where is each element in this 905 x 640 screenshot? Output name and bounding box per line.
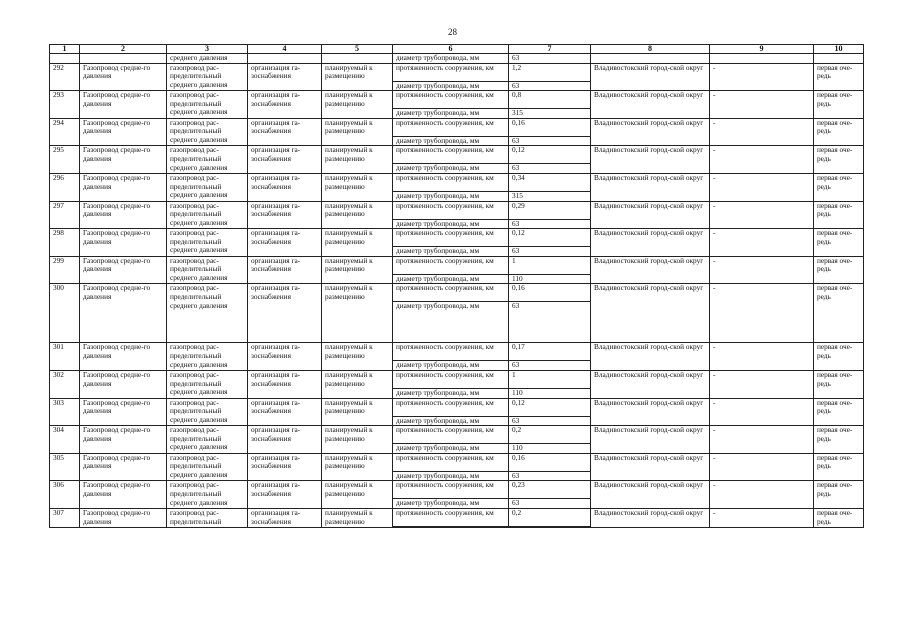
cell-number: 302 bbox=[50, 370, 80, 398]
table-row bbox=[50, 201, 864, 219]
cell-location: Владивостокский город-ской округ bbox=[591, 63, 710, 91]
cell-col9: - bbox=[710, 426, 814, 454]
cell-type: газопровод рас-пределительный среднего давления bbox=[167, 118, 248, 146]
cell-stage: первая оче-редь bbox=[814, 370, 864, 398]
cell-owner: организация га-зоснабжения bbox=[248, 481, 322, 509]
cell-col9: - bbox=[710, 118, 814, 146]
cell-value: 63 bbox=[509, 81, 591, 91]
cell-owner: организация га-зоснабжения bbox=[248, 370, 322, 398]
cell-number: 293 bbox=[50, 91, 80, 119]
cell-parameter: протяженность сооружения, км bbox=[393, 343, 509, 361]
cell-parameter: диаметр трубопровода, мм bbox=[393, 219, 509, 229]
column-header: 7 bbox=[509, 45, 591, 54]
cell-status: планируемый к размещению bbox=[322, 229, 393, 257]
cell-stage: первая оче-редь bbox=[814, 453, 864, 481]
cell-location: Владивостокский город-ской округ bbox=[591, 91, 710, 119]
cell-stage: первая оче-редь bbox=[814, 91, 864, 119]
cell-type: газопровод рас-пределительный среднего давления bbox=[167, 343, 248, 371]
table-row bbox=[50, 343, 864, 361]
cell-value: 0,16 bbox=[509, 118, 591, 136]
cell-parameter: диаметр трубопровода, мм bbox=[393, 471, 509, 481]
table-row bbox=[50, 426, 864, 444]
cell-owner: организация га-зоснабжения bbox=[248, 201, 322, 229]
cell-col9: - bbox=[710, 398, 814, 426]
cell-name: Газопровод средне-го давления bbox=[80, 343, 167, 371]
cell-name: Газопровод средне-го давления bbox=[80, 426, 167, 454]
cell-parameter: протяженность сооружения, км bbox=[393, 173, 509, 191]
cell-location: Владивостокский город-ской округ bbox=[591, 398, 710, 426]
table-row bbox=[50, 481, 864, 499]
cell-col9: - bbox=[710, 173, 814, 201]
cell-value: 0,2 bbox=[509, 426, 591, 444]
cell-parameter: протяженность сооружения, км bbox=[393, 229, 509, 247]
cell-value: 0,29 bbox=[509, 201, 591, 219]
cell-parameter: диаметр трубопровода, мм bbox=[393, 191, 509, 201]
cell-col9: - bbox=[710, 229, 814, 257]
cell-type: газопровод рас-пределительный среднего давления bbox=[167, 146, 248, 174]
cell-type: газопровод рас-пределительный bbox=[167, 508, 248, 527]
cell-owner: организация га-зоснабжения bbox=[248, 173, 322, 201]
cell-owner: организация га-зоснабжения bbox=[248, 91, 322, 119]
cell-value: 1,2 bbox=[509, 63, 591, 81]
cell-value: 0,34 bbox=[509, 173, 591, 191]
cell-parameter: протяженность сооружения, км bbox=[393, 63, 509, 81]
cell-name: Газопровод средне-го давления bbox=[80, 63, 167, 91]
cell-owner: организация га-зоснабжения bbox=[248, 453, 322, 481]
cell-number: 295 bbox=[50, 146, 80, 174]
cell-location: Владивостокский город-ской округ bbox=[591, 426, 710, 454]
cell-value: 63 bbox=[509, 416, 591, 426]
register-table bbox=[49, 44, 864, 528]
table-row bbox=[50, 146, 864, 164]
column-header: 5 bbox=[322, 45, 393, 54]
cell-owner: организация га-зоснабжения bbox=[248, 146, 322, 174]
cell-value: 315 bbox=[509, 109, 591, 119]
cell-parameter: диаметр трубопровода, мм bbox=[393, 109, 509, 119]
cell-stage: первая оче-редь bbox=[814, 229, 864, 257]
cell-owner: организация га-зоснабжения bbox=[248, 229, 322, 257]
table-row bbox=[50, 229, 864, 247]
cell-location: Владивостокский город-ской округ bbox=[591, 229, 710, 257]
cell-location: Владивостокский город-ской округ bbox=[591, 146, 710, 174]
cell-status: планируемый к размещению bbox=[322, 256, 393, 284]
cell-number: 306 bbox=[50, 481, 80, 509]
cell-type: газопровод рас-пределительный среднего давления bbox=[167, 481, 248, 509]
cell-value: 1 bbox=[509, 256, 591, 274]
table-row bbox=[50, 91, 864, 109]
cell-location: Владивостокский город-ской округ bbox=[591, 481, 710, 509]
column-header: 6 bbox=[393, 45, 509, 54]
cell-stage: первая оче-редь bbox=[814, 481, 864, 509]
cell-type: газопровод рас-пределительный среднего давления bbox=[167, 256, 248, 284]
cell-parameter: протяженность сооружения, км bbox=[393, 284, 509, 302]
cell-status: планируемый к размещению bbox=[322, 370, 393, 398]
cell-parameter: протяженность сооружения, км bbox=[393, 481, 509, 499]
cell-col9: - bbox=[710, 63, 814, 91]
cell-type: газопровод рас-пределительный среднего давления bbox=[167, 426, 248, 454]
cell-name: Газопровод средне-го давления bbox=[80, 146, 167, 174]
column-header: 3 bbox=[167, 45, 248, 54]
cell-parameter: диаметр трубопровода, мм bbox=[393, 81, 509, 91]
cell-type: газопровод рас-пределительный среднего давления bbox=[167, 398, 248, 426]
cell-type: газопровод рас-пределительный среднего давления bbox=[167, 284, 248, 343]
header-row bbox=[50, 45, 864, 54]
cell-name: Газопровод средне-го давления bbox=[80, 453, 167, 481]
cell-type: газопровод рас-пределительный среднего давления bbox=[167, 173, 248, 201]
cell-value: 0,8 bbox=[509, 91, 591, 109]
carry-over-row bbox=[50, 54, 864, 64]
cell-owner: организация га-зоснабжения bbox=[248, 63, 322, 91]
cell-parameter: протяженность сооружения, км bbox=[393, 508, 509, 526]
cell-value: 63 bbox=[509, 302, 591, 343]
cell-value: 63 bbox=[509, 136, 591, 146]
cell-stage: первая оче-редь bbox=[814, 63, 864, 91]
column-header: 2 bbox=[80, 45, 167, 54]
cell-status: планируемый к размещению bbox=[322, 343, 393, 371]
cell-parameter: диаметр трубопровода, мм bbox=[393, 247, 509, 257]
cell-status: планируемый к размещению bbox=[322, 63, 393, 91]
cell-status: планируемый к размещению bbox=[322, 201, 393, 229]
cell-name: Газопровод средне-го давления bbox=[80, 508, 167, 527]
cell-parameter: диаметр трубопровода, мм bbox=[393, 164, 509, 174]
cell-parameter: диаметр трубопровода, мм bbox=[393, 416, 509, 426]
cell-col9: - bbox=[710, 146, 814, 174]
table-row bbox=[50, 453, 864, 471]
cell-parameter: диаметр трубопровода, мм bbox=[393, 388, 509, 398]
column-header: 1 bbox=[50, 45, 80, 54]
cell-type: газопровод рас-пределительный среднего давления bbox=[167, 370, 248, 398]
cell-value: 63 bbox=[509, 499, 591, 509]
cell-col9: - bbox=[710, 256, 814, 284]
cell-status: планируемый к размещению bbox=[322, 481, 393, 509]
column-header: 9 bbox=[710, 45, 814, 54]
cell-type: газопровод рас-пределительный среднего давления bbox=[167, 453, 248, 481]
cell-stage: первая оче-редь bbox=[814, 118, 864, 146]
cell-parameter: протяженность сооружения, км bbox=[393, 398, 509, 416]
cell-number: 292 bbox=[50, 63, 80, 91]
cell-name: Газопровод средне-го давления bbox=[80, 118, 167, 146]
cell-status: планируемый к размещению bbox=[322, 453, 393, 481]
page-number: 28 bbox=[448, 27, 457, 37]
cell-stage: первая оче-редь bbox=[814, 201, 864, 229]
cell-number: 300 bbox=[50, 284, 80, 343]
cell-parameter: протяженность сооружения, км bbox=[393, 370, 509, 388]
cell-value: 110 bbox=[509, 388, 591, 398]
cell-value: 1 bbox=[509, 370, 591, 388]
cell-location: Владивостокский город-ской округ bbox=[591, 370, 710, 398]
cell-name: Газопровод средне-го давления bbox=[80, 256, 167, 284]
cell-col9: - bbox=[710, 481, 814, 509]
cell-type: газопровод рас-пределительный среднего давления bbox=[167, 229, 248, 257]
cell-value: 63 bbox=[509, 164, 591, 174]
cell-owner: организация га-зоснабжения bbox=[248, 508, 322, 527]
cell-value: 0,12 bbox=[509, 146, 591, 164]
column-header: 10 bbox=[814, 45, 864, 54]
cell-location: Владивостокский город-ской округ bbox=[591, 201, 710, 229]
cell-parameter bbox=[393, 526, 509, 527]
cell-parameter: диаметр трубопровода, мм bbox=[393, 444, 509, 454]
table-row bbox=[50, 118, 864, 136]
cell-value: 63 bbox=[509, 219, 591, 229]
cell-owner: организация га-зоснабжения bbox=[248, 426, 322, 454]
cell-location: Владивостокский город-ской округ bbox=[591, 256, 710, 284]
cell-value: 63 bbox=[509, 247, 591, 257]
cell-col9: - bbox=[710, 453, 814, 481]
cell-stage: первая оче-редь bbox=[814, 508, 864, 527]
table-row bbox=[50, 370, 864, 388]
cell-status: планируемый к размещению bbox=[322, 398, 393, 426]
cell-value: 315 bbox=[509, 191, 591, 201]
cell-location: Владивостокский город-ской округ bbox=[591, 343, 710, 371]
cell-status: планируемый к размещению bbox=[322, 508, 393, 527]
cell-name: Газопровод средне-го давления bbox=[80, 173, 167, 201]
cell-owner: организация га-зоснабжения bbox=[248, 118, 322, 146]
cell-location: Владивостокский город-ской округ bbox=[591, 118, 710, 146]
table-row bbox=[50, 508, 864, 526]
cell-parameter: диаметр трубопровода, мм bbox=[393, 361, 509, 371]
cell-owner: организация га-зоснабжения bbox=[248, 284, 322, 343]
cell-number: 298 bbox=[50, 229, 80, 257]
cell-owner: организация га-зоснабжения bbox=[248, 343, 322, 371]
cell-name: Газопровод средне-го давления bbox=[80, 398, 167, 426]
cell-name: Газопровод средне-го давления bbox=[80, 284, 167, 343]
cell-number: 294 bbox=[50, 118, 80, 146]
cell-parameter: диаметр трубопровода, мм bbox=[393, 499, 509, 509]
cell-location: Владивостокский город-ской округ bbox=[591, 453, 710, 481]
cell-status: планируемый к размещению bbox=[322, 284, 393, 343]
cell-parameter: протяженность сооружения, км bbox=[393, 426, 509, 444]
cell-type: газопровод рас-пределительный среднего давления bbox=[167, 63, 248, 91]
cell-value: 0,12 bbox=[509, 229, 591, 247]
cell-stage: первая оче-редь bbox=[814, 398, 864, 426]
cell-value: 63 bbox=[509, 54, 591, 64]
cell-type: газопровод рас-пределительный среднего давления bbox=[167, 201, 248, 229]
cell-status: планируемый к размещению bbox=[322, 173, 393, 201]
cell-value: 0,2 bbox=[509, 508, 591, 526]
cell-value: 0,17 bbox=[509, 343, 591, 361]
cell-number: 307 bbox=[50, 508, 80, 527]
cell-col9: - bbox=[710, 370, 814, 398]
cell-parameter: протяженность сооружения, км bbox=[393, 146, 509, 164]
cell-parameter: протяженность сооружения, км bbox=[393, 118, 509, 136]
cell-status: планируемый к размещению bbox=[322, 118, 393, 146]
cell-col9: - bbox=[710, 284, 814, 343]
cell-status: планируемый к размещению bbox=[322, 91, 393, 119]
cell-stage: первая оче-редь bbox=[814, 343, 864, 371]
cell-stage: первая оче-редь bbox=[814, 284, 864, 343]
table-row bbox=[50, 256, 864, 274]
cell-number: 305 bbox=[50, 453, 80, 481]
cell-value: 110 bbox=[509, 444, 591, 454]
cell-value: 110 bbox=[509, 274, 591, 284]
cell-name: Газопровод средне-го давления bbox=[80, 201, 167, 229]
cell-parameter: протяженность сооружения, км bbox=[393, 201, 509, 219]
cell-location: Владивостокский город-ской округ bbox=[591, 284, 710, 343]
cell-parameter: диаметр трубопровода, мм bbox=[393, 274, 509, 284]
cell-value: 0,16 bbox=[509, 453, 591, 471]
cell-name: Газопровод средне-го давления bbox=[80, 370, 167, 398]
cell-type: среднего давления bbox=[167, 54, 248, 64]
cell-number: 296 bbox=[50, 173, 80, 201]
cell-value: 0,23 bbox=[509, 481, 591, 499]
cell-number: 304 bbox=[50, 426, 80, 454]
column-header: 4 bbox=[248, 45, 322, 54]
cell-status: планируемый к размещению bbox=[322, 146, 393, 174]
cell-number: 297 bbox=[50, 201, 80, 229]
cell-value: 0,12 bbox=[509, 398, 591, 416]
cell-owner: организация га-зоснабжения bbox=[248, 256, 322, 284]
cell-number: 299 bbox=[50, 256, 80, 284]
cell-name: Газопровод средне-го давления bbox=[80, 481, 167, 509]
cell-name: Газопровод средне-го давления bbox=[80, 91, 167, 119]
cell-parameter: диаметр трубопровода, мм bbox=[393, 136, 509, 146]
cell-status: планируемый к размещению bbox=[322, 426, 393, 454]
cell-location: Владивостокский город-ской округ bbox=[591, 173, 710, 201]
cell-parameter: протяженность сооружения, км bbox=[393, 256, 509, 274]
cell-stage: первая оче-редь bbox=[814, 146, 864, 174]
column-header: 8 bbox=[591, 45, 710, 54]
cell-col9: - bbox=[710, 91, 814, 119]
cell-stage: первая оче-редь bbox=[814, 426, 864, 454]
cell-col9: - bbox=[710, 201, 814, 229]
table-row bbox=[50, 398, 864, 416]
cell-parameter: диаметр трубопровода, мм bbox=[393, 302, 509, 343]
cell-value: 63 bbox=[509, 361, 591, 371]
cell-value bbox=[509, 526, 591, 527]
cell-number: 301 bbox=[50, 343, 80, 371]
cell-name: Газопровод средне-го давления bbox=[80, 229, 167, 257]
cell-parameter: протяженность сооружения, км bbox=[393, 91, 509, 109]
cell-col9: - bbox=[710, 343, 814, 371]
table-row bbox=[50, 173, 864, 191]
table-row bbox=[50, 63, 864, 81]
cell-value: 0,16 bbox=[509, 284, 591, 302]
cell-parameter: диаметр трубопровода, мм bbox=[393, 54, 509, 64]
cell-stage: первая оче-редь bbox=[814, 256, 864, 284]
cell-value: 63 bbox=[509, 471, 591, 481]
cell-owner: организация га-зоснабжения bbox=[248, 398, 322, 426]
cell-type: газопровод рас-пределительный среднего давления bbox=[167, 91, 248, 119]
cell-stage: первая оче-редь bbox=[814, 173, 864, 201]
cell-number: 303 bbox=[50, 398, 80, 426]
cell-parameter: протяженность сооружения, км bbox=[393, 453, 509, 471]
cell-location: Владивостокский город-ской округ bbox=[591, 508, 710, 527]
cell-col9: - bbox=[710, 508, 814, 527]
table-row bbox=[50, 284, 864, 302]
